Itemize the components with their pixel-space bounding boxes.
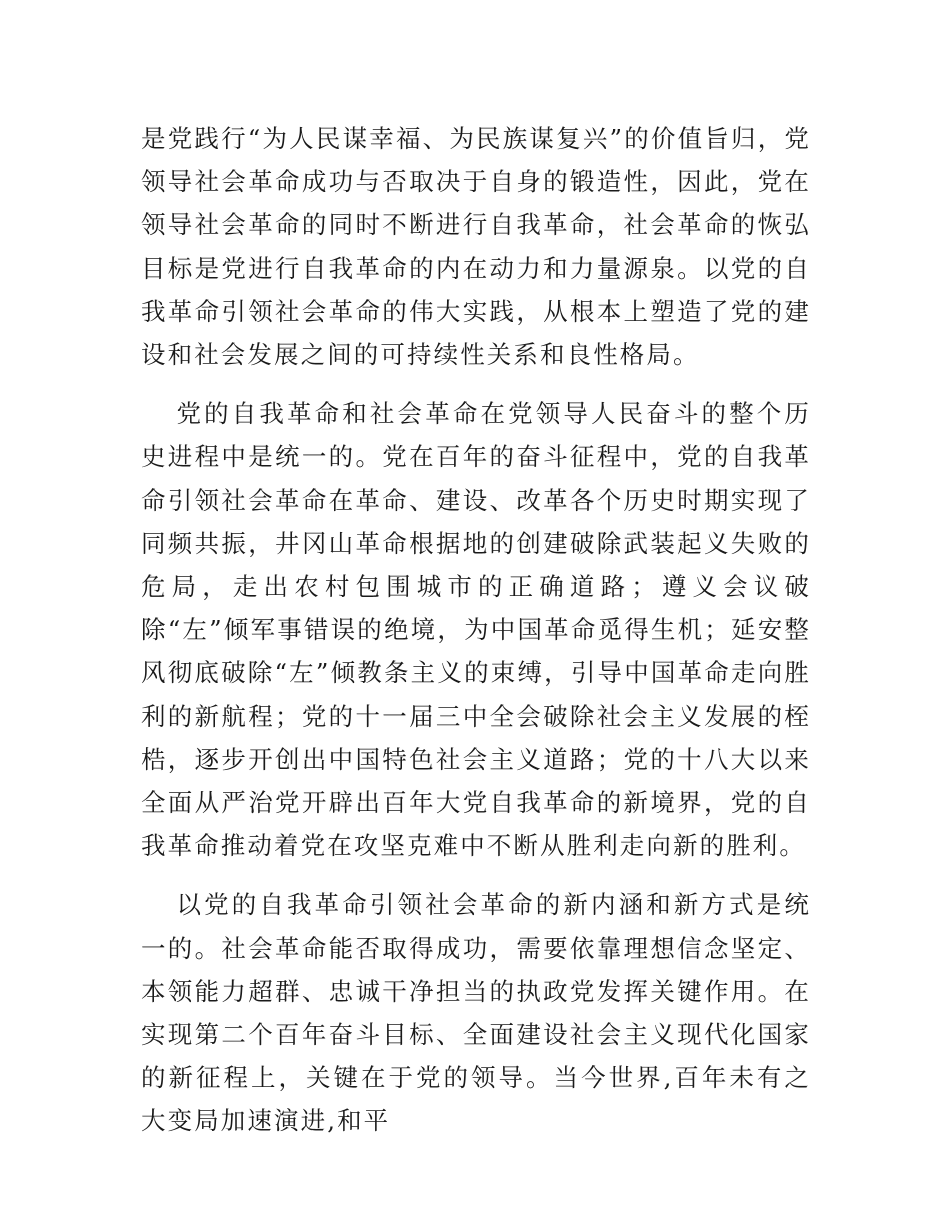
paragraph-1: 是党践行“为人民谋幸福、为民族谋复兴”的价值旨归，党领导社会革命成功与否取决于自身的锻造性，因此，党在领导社会革命的同时不断进行自我革命，社会革命的恢弘目标是党进行自我革命的内在动力和力量源泉。以党的自我革命引领社会革命的伟大实践，从根本上塑造了党的建设和社会发展之间的可持续性关系和良性格局。 — [141, 124, 811, 370]
paragraph-3: 以党的自我革命引领社会革命的新内涵和新方式是统一的。社会革命能否取得成功，需要依靠理想信念坚定、本领能力超群、忠诚干净担当的执政党发挥关键作用。在实现第二个百年奋斗目标、全面建设社会主义现代化国家的新征程上，关键在于党的领导。当今世界,百年未有之大变局加速演进,和平 — [141, 890, 811, 1136]
paragraph-2: 党的自我革命和社会革命在党领导人民奋斗的整个历史进程中是统一的。党在百年的奋斗征程中，党的自我革命引领社会革命在革命、建设、改革各个历史时期实现了同频共振，井冈山革命根据地的创建破除武装起义失败的危局，走出农村包围城市的正确道路；遵义会议破除“左”倾军事错误的绝境，为中国革命觅得生机；延安整风彻底破除“左”倾教条主义的束缚，引导中国革命走向胜利的新航程；党的十一届三中全会破除社会主义发展的桎梏，逐步开创出中国特色社会主义道路；党的十八大以来全面从严治党开辟出百年大党自我革命的新境界，党的自我革命推动着党在攻坚克难中不断从胜利走向新的胜利。 — [141, 399, 811, 861]
document-body — [141, 117, 811, 1143]
